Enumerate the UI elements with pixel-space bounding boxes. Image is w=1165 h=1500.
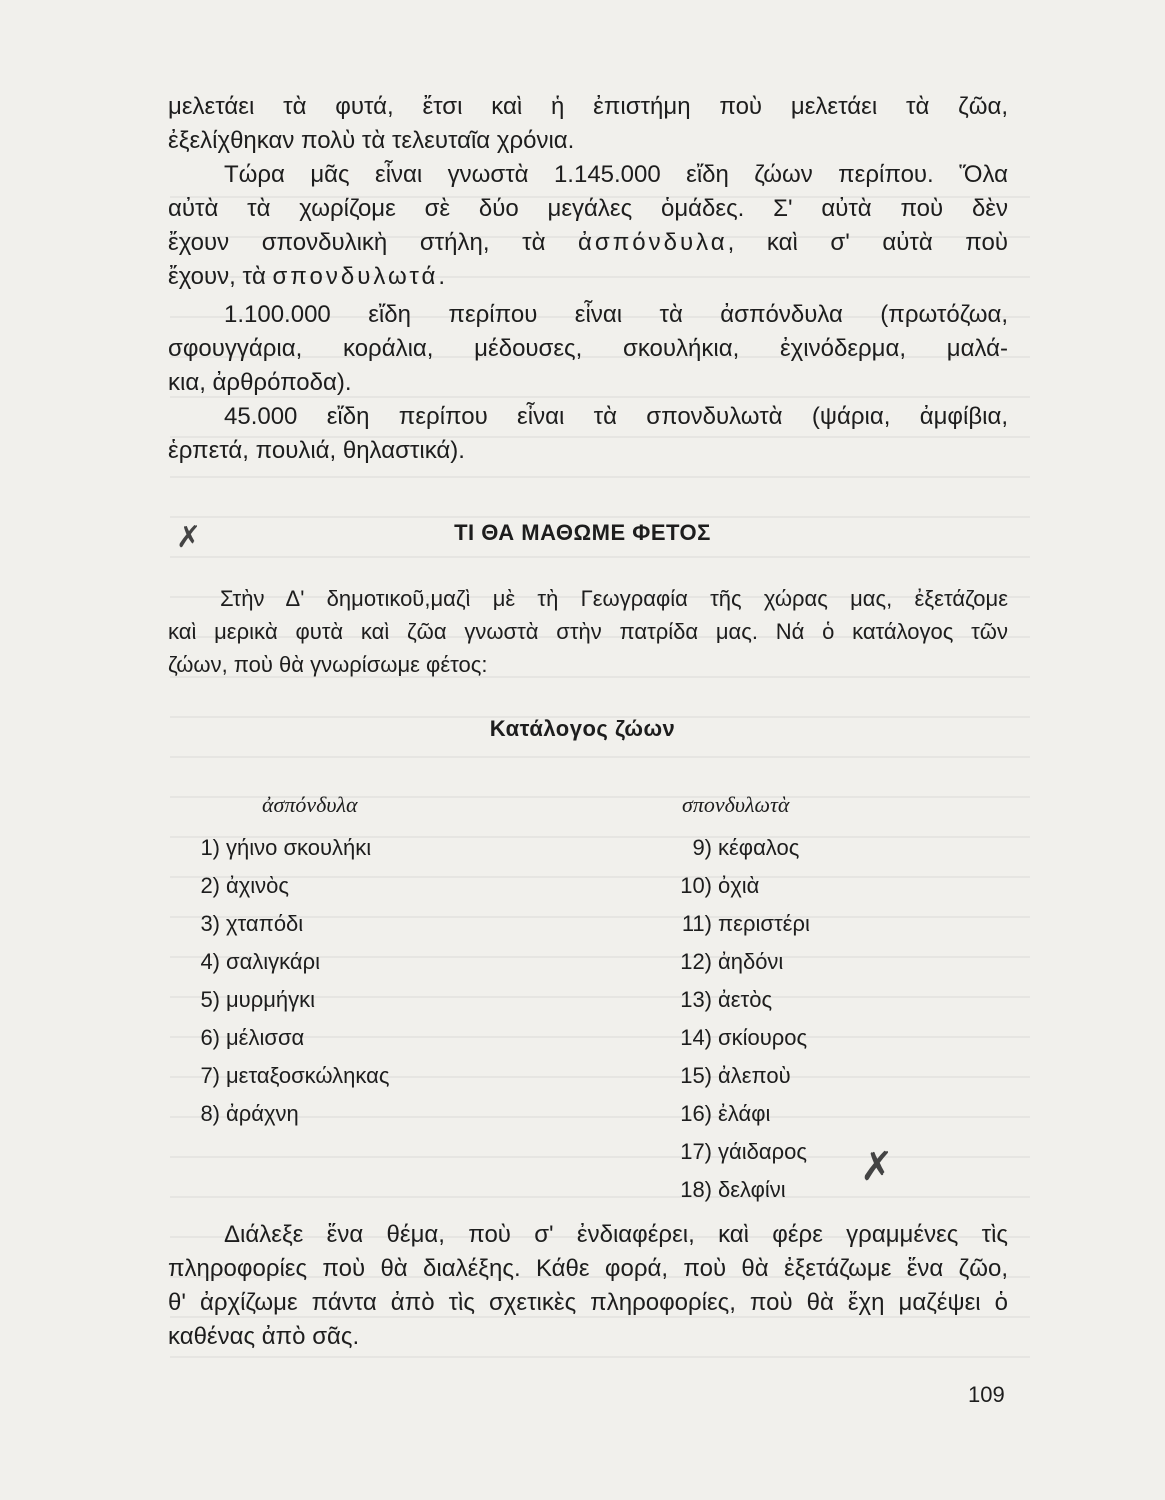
term-aspondyla: ἀσπόνδυλα — [578, 229, 728, 256]
text-line: μελετάει τὰ φυτά, ἔτσι καὶ ἡ ἐπιστήμη ποὺ μελετάει τὰ ζῶα, — [168, 93, 1008, 120]
animal-name: ἀλεποὺ — [718, 1063, 791, 1088]
text-line-mixed — [168, 260, 1008, 294]
text-line: καὶ μερικὰ φυτὰ καὶ ζῶα γνωστὰ στὴν πατρίδα μας. Νά ὁ κατάλογος τῶν — [168, 619, 1008, 644]
invertebrates-heading: ἀσπόνδυλα — [262, 792, 358, 817]
text-line: καθένας ἀπὸ σᾶς. — [168, 1323, 360, 1350]
item-number: 5) — [200, 987, 220, 1012]
text-fragment: ἔχουν, τὰ — [168, 263, 273, 290]
animal-name: μυρμήγκι — [226, 987, 316, 1012]
animal-name: χταπόδι — [226, 911, 304, 936]
item-number: 14) — [680, 1025, 712, 1050]
vertebrates-list — [668, 829, 810, 1209]
animal-name: σαλιγκάρι — [226, 949, 321, 974]
list-item — [176, 943, 389, 981]
animal-name: ἀετὸς — [718, 987, 773, 1012]
intro-paragraph-3 — [168, 298, 1008, 400]
item-number: 10) — [680, 873, 712, 898]
animal-name: ἀράχνη — [226, 1101, 299, 1126]
text-line: Διάλεξε ἕνα θέμα, ποὺ σ' ἐνδιαφέρει, καὶ φέρε γραμμένες τὶς — [224, 1221, 1008, 1248]
text-line: 45.000 εἴδη περίπου εἶναι τὰ σπονδυλωτὰ (ψάρια, ἀμφίβια, — [224, 403, 1008, 430]
list-item — [176, 1057, 389, 1095]
list-item — [668, 1057, 810, 1095]
text-fragment: , καὶ σ' αὐτὰ ποὺ — [727, 229, 1008, 256]
animal-name: γήινο σκουλήκι — [226, 835, 372, 860]
list-item — [668, 1095, 810, 1133]
text-line: θ' ἀρχίζωμε πάντα ἀπὸ τὶς σχετικὲς πληροφορίες, ποὺ θὰ ἔχη μαζέψει ὁ — [168, 1289, 1008, 1316]
intro-paragraph-1 — [168, 90, 1008, 158]
list-item — [176, 981, 389, 1019]
animal-name: ὀχιὰ — [718, 873, 760, 898]
term-spondylota: σπονδυλωτά — [272, 263, 439, 290]
text-line: πληροφορίες ποὺ θὰ διαλέξης. Κάθε φορά, ποὺ θὰ ἐξετάζωμε ἕνα ζῶο, — [168, 1255, 1008, 1282]
animal-name: μέλισσα — [226, 1025, 305, 1050]
list-item — [668, 1171, 810, 1209]
animal-name: ἐλάφι — [718, 1101, 771, 1126]
list-item — [176, 905, 389, 943]
item-number: 6) — [200, 1025, 220, 1050]
item-number: 17) — [680, 1139, 712, 1164]
item-number: 11) — [681, 911, 712, 936]
list-item — [176, 867, 389, 905]
invertebrates-list — [176, 829, 389, 1133]
item-number: 3) — [200, 911, 220, 936]
animal-name: σκίουρος — [718, 1025, 808, 1050]
list-item — [668, 1019, 810, 1057]
catalog-title: Κατάλογος ζώων — [489, 716, 676, 741]
animal-name: μεταξοσκώληκας — [226, 1063, 390, 1088]
list-item — [176, 1095, 389, 1133]
intro-paragraph-2 — [168, 158, 1008, 294]
item-number: 15) — [680, 1063, 712, 1088]
text-line-mixed — [168, 226, 1008, 260]
text-line: 1.100.000 εἴδη περίπου εἶναι τὰ ἀσπόνδυλα (πρωτόζωα, — [224, 301, 1008, 328]
vertebrates-heading: σπονδυλωτὰ — [682, 792, 790, 817]
handwritten-x-mark: ✗ — [176, 520, 202, 555]
animal-name: ἀχινὸς — [226, 873, 289, 898]
animal-name: γάιδαρος — [718, 1139, 807, 1164]
list-item — [668, 1133, 810, 1171]
item-number: 4) — [200, 949, 220, 974]
text-line: ζώων, ποὺ θὰ γνωρίσωμε φέτος: — [168, 652, 488, 677]
text-line: ἑρπετά, πουλιά, θηλαστικά). — [168, 437, 465, 464]
list-item — [668, 867, 810, 905]
section-title: ΤΙ ΘΑ ΜΑΘΩΜΕ ΦΕΤΟΣ — [454, 520, 711, 545]
closing-paragraph — [168, 1218, 1008, 1354]
item-number: 16) — [680, 1101, 712, 1126]
text-line: κια, ἀρθρόποδα). — [168, 369, 352, 396]
text-line: ἐξελίχθηκαν πολὺ τὰ τελευταῖα χρόνια. — [168, 127, 575, 154]
section-intro — [168, 582, 1008, 681]
item-number: 1) — [200, 835, 220, 860]
list-item — [668, 981, 810, 1019]
animal-name: ἀηδόνι — [718, 949, 784, 974]
item-number: 9) — [692, 835, 712, 860]
list-item — [668, 905, 810, 943]
list-item — [668, 829, 810, 867]
item-number: 13) — [680, 987, 712, 1012]
item-number: 2) — [200, 873, 220, 898]
page-number: 109 — [968, 1382, 1005, 1407]
handwritten-x-mark: ✗ — [860, 1144, 894, 1190]
list-item — [668, 943, 810, 981]
item-number: 7) — [200, 1063, 220, 1088]
text-line: αὐτὰ τὰ χωρίζομε σὲ δύο μεγάλες ὁμάδες. Σ' αὐτὰ ποὺ δὲν — [168, 195, 1008, 222]
animal-name: περιστέρι — [718, 911, 810, 936]
text-line: Στὴν Δ' δημοτικοῦ,μαζὶ μὲ τὴ Γεωγραφία τῆς χώρας μας, ἐξετάζομε — [220, 586, 1008, 611]
text-line: σφουγγάρια, κοράλια, μέδουσες, σκουλήκια, ἐχινόδερμα, μαλά- — [168, 335, 1008, 362]
text-fragment: . — [438, 263, 446, 290]
list-item — [176, 829, 389, 867]
text-fragment: ἔχουν σπονδυλικὴ στήλη, τὰ — [168, 229, 579, 256]
animal-name: δελφίνι — [718, 1177, 786, 1202]
item-number: 12) — [680, 949, 712, 974]
animal-name: κέφαλος — [718, 835, 800, 860]
text-line: Τώρα μᾶς εἶναι γνωστὰ 1.145.000 εἴδη ζώων περίπου. Ὅλα — [224, 161, 1008, 188]
intro-paragraph-4 — [168, 400, 1008, 468]
list-item — [176, 1019, 389, 1057]
item-number: 18) — [680, 1177, 712, 1202]
item-number: 8) — [200, 1101, 220, 1126]
